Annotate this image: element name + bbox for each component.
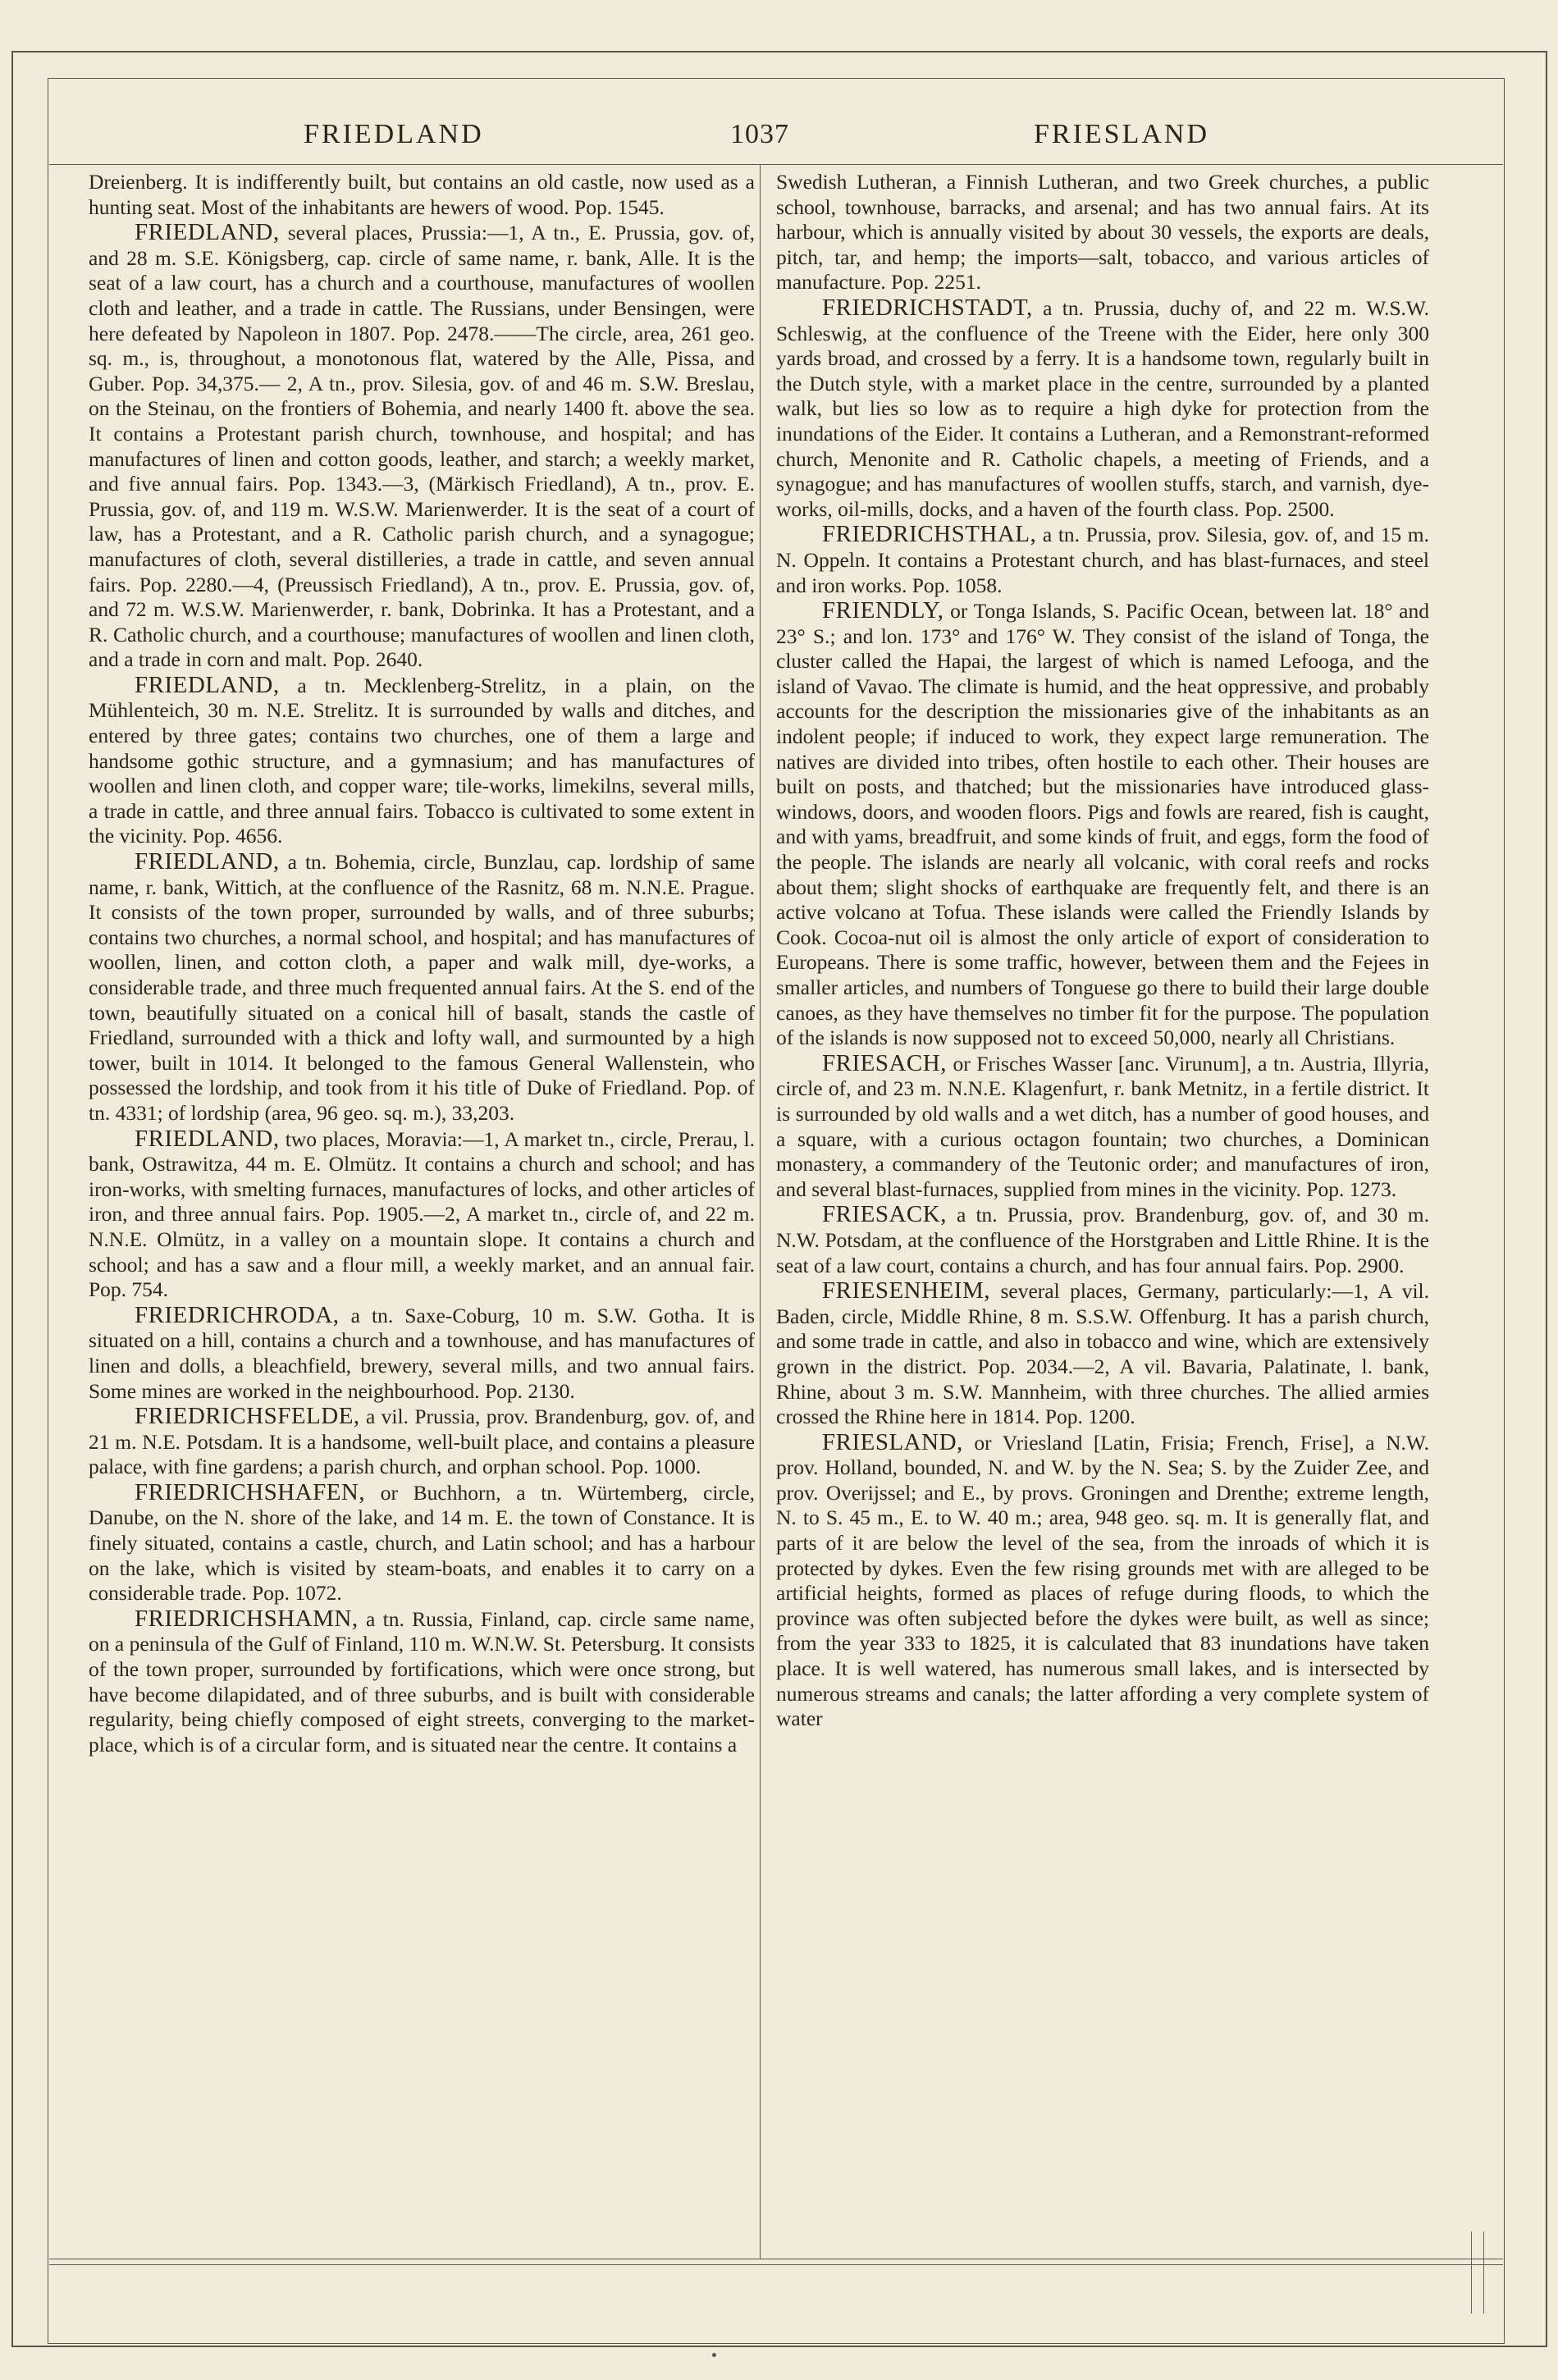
ink-fleck xyxy=(712,2353,716,2357)
entry-headword: FRIEDRICHRODA, xyxy=(135,1301,340,1328)
entry-text: or Vriesland [Latin, Frisia; French, Frise], a N.W. prov. Holland, bounded, N. and W. by the N. Sea; S. by the Zuider Zee, and prov. Overijssel; and E., by provs. Groningen and Drenthe; extreme length, N. to S. 45 m., E. to W. 40 m.; area, 948 geo. sq. m. It is generally flat, and parts of it are below the level of the sea, from the inroads of which it is protected by dykes. Even the few rising grounds met with are alleged to be artificial heights, formed as places of refuge during floods, to which the province was often subjected before the dykes were built, as well as since; from the year 333 to 1825, it is calculated that 83 inundations have taken place. It is well watered, has numerous small lakes, and is intersected by numerous streams and canals; the latter affording a very complete system of water xyxy=(776,1430,1429,1731)
entry-headword: FRIEDRICHSTHAL, xyxy=(822,521,1037,548)
entry xyxy=(776,1278,1429,1430)
running-head xyxy=(115,119,1428,160)
entry-headword: FRIENDLY, xyxy=(822,597,944,624)
running-head-right-word: FRIESLAND xyxy=(1034,119,1210,149)
footer-rule-double xyxy=(49,2264,1503,2265)
entry-text: or Buchhorn, a tn. Würtemberg, circle, Danube, on the N. shore of the lake, and 14 m. E. the town of Constance. It is finely situated, contains a castle, church, and Latin school; and has a harbour on the lake, which is visited by steam-boats, and enables it to carry on a considerable trade. Pop. 1072. xyxy=(89,1480,755,1606)
entry xyxy=(89,220,755,673)
entry-headword: FRIESENHEIM, xyxy=(822,1277,990,1304)
entry: Swedish Lutheran, a Finnish Lutheran, and two Greek churches, a public school, townhouse, barracks, and arsenal; and has two annual fairs. At its harbour, which is annually visited by about 30 vessels, the exports are deals, pitch, tar, and hemp; the imports—salt, tobacco, and various articles of manufacture. Pop. 2251. xyxy=(776,170,1429,295)
entry-text: a tn. Saxe-Coburg, 10 m. S.W. Gotha. It is situated on a hill, contains a church and a townhouse, and has manufactures of linen and dolls, a bleachfield, brewery, several mills, and two annual fairs. Some mines are worked in the neighbourhood. Pop. 2130. xyxy=(89,1303,755,1403)
entry-headword: FRIEDRICHSHAFEN, xyxy=(135,1478,366,1505)
left-column xyxy=(89,169,755,2253)
entry xyxy=(89,1303,755,1404)
entry-headword: FRIEDRICHSHAMN, xyxy=(135,1605,359,1632)
entry-headword: FRIESLAND, xyxy=(822,1428,963,1455)
entry-text: a tn. Prussia, prov. Brandenburg, gov. of, and 30 m. N.W. Potsdam, at the confluence of the Horstgraben and Little Rhine. It is the seat of a law court, contains a church, and has four annual fairs. Pop. 2900. xyxy=(776,1203,1429,1277)
header-rule xyxy=(49,164,1503,165)
entry-headword: FRIEDRICHSFELDE, xyxy=(135,1403,360,1430)
entry-headword: FRIEDLAND, xyxy=(135,1125,280,1152)
entry-text: a tn. Bohemia, circle, Bunzlau, cap. lordship of same name, r. bank, Wittich, at the confluence of the Rasnitz, 68 m. N.N.E. Prague. It consists of the town proper, surrounded by walls, and of three suburbs; contains two churches, a normal school, and hospital; and has manufactures of woollen, linen, and cotton cloth, a paper and walk mill, dye-works, a considerable trade, and three much frequented annual fairs. At the S. end of the town, beautifully situated on a conical hill of basalt, stands the castle of Friedland, surrounded with a thick and lofty wall, and surmounted by a high tower, built in 1014. It belonged to the famous General Wallenstein, who possessed the lordship, and took from it his title of Duke of Friedland. Pop. of tn. 4331; of lordship (area, 96 geo. sq. m.), 33,203. xyxy=(89,850,755,1125)
entry-text: a tn. Prussia, duchy of, and 22 m. W.S.W. Schleswig, at the confluence of the Treene with the Eider, here only 300 yards broad, and crossed by a ferry. It is a handsome town, regularly built in the Dutch style, with a market place in the centre, surrounded by a planted walk, but lies so low as to require a high dyke for protection from the inundations of the Eider. It contains a Lutheran, and a Remonstrant-reformed church, Menonite and R. Catholic chapels, a meeting of Friends, and a synagogue; and has manufactures of woollen stuffs, starch, and varnish, dye-works, oil-mills, docks, and a haven of the fourth class. Pop. 2500. xyxy=(776,295,1429,521)
entry-text: several places, Germany, particularly:—1, A vil. Baden, circle, Middle Rhine, 8 m. S.S.W. Offenburg. It has a parish church, and some trade in cattle, and also in tobacco and wine, which are extensively grown in the district. Pop. 2034.—2, A vil. Bavaria, Palatinate, l. bank, Rhine, about 3 m. S.W. Mannheim, with three churches. The allied armies crossed the Rhine here in 1814. Pop. 1200. xyxy=(776,1279,1429,1429)
entry xyxy=(89,849,755,1126)
entry xyxy=(776,522,1429,598)
entry xyxy=(89,1480,755,1606)
entry-text: a tn. Prussia, prov. Silesia, gov. of, and 15 m. N. Oppeln. It contains a Protestant church, and has blast-furnaces, and steel and iron works. Pop. 1058. xyxy=(776,523,1429,597)
entry-text: a tn. Mecklenberg-Strelitz, in a plain, on the Mühlenteich, 30 m. N.E. Strelitz. It is surrounded by walls and ditches, and entered by three gates; contains two churches, one of them a large and handsome gothic structure, and a gymnasium; and has manufactures of woollen and linen cloth, and copper ware; tile-works, limekilns, several mills, a trade in cattle, and three annual fairs. Tobacco is cultivated to some extent in the vicinity. Pop. 4656. xyxy=(89,673,755,848)
page-number: 1037 xyxy=(730,119,789,149)
entry xyxy=(89,1126,755,1303)
entry xyxy=(89,1404,755,1480)
entry xyxy=(776,295,1429,522)
entry-headword: FRIEDLAND, xyxy=(135,219,280,246)
entry xyxy=(89,1606,755,1758)
entry-headword: FRIEDLAND, xyxy=(135,848,280,875)
entry-headword: FRIESACH, xyxy=(822,1049,947,1076)
entry-text: a tn. Russia, Finland, cap. circle same name, on a peninsula of the Gulf of Finland, 110 m. W.N.W. St. Petersburg. It consists of the town proper, surrounded by fortifications, which were once strong, but have become dilapidated, and of three suburbs, and is built with considerable regularity, being chiefly composed of eight streets, converging to the market-place, which is of a circular form, and is situated near the centre. It contains a xyxy=(89,1606,755,1756)
entry-text: or Frisches Wasser [anc. Virunum], a tn. Austria, Illyria, circle of, and 23 m. N.N.E. Klagenfurt, r. bank Metnitz, in a fertile district. It is surrounded by old walls and a wet ditch, has a number of good houses, and a square, with a curious octagon fountain; two churches, a Dominican monastery, a commandery of the Teutonic order; and manufactures of iron, and several blast-furnaces, supplied from mines in the vicinity. Pop. 1273. xyxy=(776,1051,1429,1201)
entry-headword: FRIEDRICHSTADT, xyxy=(822,294,1033,321)
right-column xyxy=(776,169,1429,2253)
entry-text: or Tonga Islands, S. Pacific Ocean, between lat. 18° and 23° S.; and lon. 173° and 176° W. They consist of the island of Tonga, the cluster called the Hapai, the largest of which is named Lefooga, and the island of Vavao. The climate is humid, and the heat oppressive, and probably accounts for the description the missionaries give of the inhabitants as an indolent people; if induced to work, they expect large remuneration. The natives are divided into tribes, often hostile to each other. Their houses are built on posts, and thatched; but the missionaries have introduced glass-windows, doors, and wooden floors. Pigs and fowls are reared, fish is caught, and with yams, breadfruit, and some kinds of fruit, and eggs, form the food of the people. The islands are nearly all volcanic, with coral reefs and rocks about them; slight shocks of earthquake are frequently felt, and there is an active volcano at Tofua. These islands were called the Friendly Islands by Cook. Cocoa-nut oil is almost the only article of export of consideration to Europeans. There is some traffic, however, between them and the Fejees in smaller articles, and numbers of Tonguese go there to build their large double canoes, as they have themselves no timber fit for the purpose. The population of the islands is now supposed not to exceed 50,000, nearly all Christians. xyxy=(776,599,1429,1050)
entry: Dreienberg. It is indifferently built, but contains an old castle, now used as a hunting seat. Most of the inhabitants are hewers of wood. Pop. 1545. xyxy=(89,170,755,219)
entry xyxy=(89,673,755,849)
entry-headword: FRIESACK, xyxy=(822,1201,947,1228)
column-separator xyxy=(760,164,761,2259)
entry xyxy=(776,1051,1429,1203)
entry xyxy=(776,1202,1429,1278)
entry-text: two places, Moravia:—1, A market tn., circle, Prerau, l. bank, Ostrawitza, 44 m. E. Olmütz. It contains a church and school; and has iron-works, with smelting furnaces, manufactures of locks, and other articles of iron, and three annual fairs. Pop. 1905.—2, A market tn., circle of, and 22 m. N.N.E. Olmütz, in a valley on a mountain slope. It contains a church and school; and has a saw and a flour mill, a weekly market, and an annual fair. Pop. 754. xyxy=(89,1126,755,1302)
running-head-left-word: FRIEDLAND xyxy=(304,119,484,149)
margin-marks xyxy=(1471,2232,1484,2314)
entry-text: several places, Prussia:—1, A tn., E. Prussia, gov. of, and 28 m. S.E. Königsberg, cap. circle of same name, r. bank, Alle. It is the seat of a law court, has a church and a courthouse, manufactures of woollen cloth and leather, and a trade in cattle. The Russians, under Bensingen, were here defeated by Napoleon in 1807. Pop. 2478.——The circle, area, 261 geo. sq. m., is, throughout, a monotonous flat, watered by the Alle, Pissa, and Guber. Pop. 34,375.— 2, A tn., prov. Silesia, gov. of and 46 m. S.W. Breslau, on the Steinau, on the frontiers of Bohemia, and nearly 1400 ft. above the sea. It contains a Protestant parish church, townhouse, and hospital; and has manufactures of linen and cotton goods, leather, and starch; a weekly market, and five annual fairs. Pop. 1343.—3, (Märkisch Friedland), A tn., prov. E. Prussia, gov. of, and 119 m. W.S.W. Marienwerder. It is the seat of a court of law, has a Protestant, and a R. Catholic parish church, and a synagogue; manufactures of cloth, several distilleries, a trade in cattle, and seven annual fairs. Pop. 2280.—4, (Preussisch Friedland), A tn., prov. E. Prussia, gov. of, and 72 m. W.S.W. Marienwerder, r. bank, Dobrinka. It has a Protestant, and a R. Catholic church, and a courthouse; manufactures of woollen and linen cloth, and a trade in corn and malt. Pop. 2640. xyxy=(89,221,755,672)
entry-text: a vil. Prussia, prov. Brandenburg, gov. of, and 21 m. N.E. Potsdam. It is a handsome, well-built place, and contains a pleasure palace, with fine gardens; a parish church, and orphan school. Pop. 1000. xyxy=(89,1405,755,1479)
entry xyxy=(776,1430,1429,1732)
entry-headword: FRIEDLAND, xyxy=(135,671,280,698)
entry xyxy=(776,598,1429,1051)
